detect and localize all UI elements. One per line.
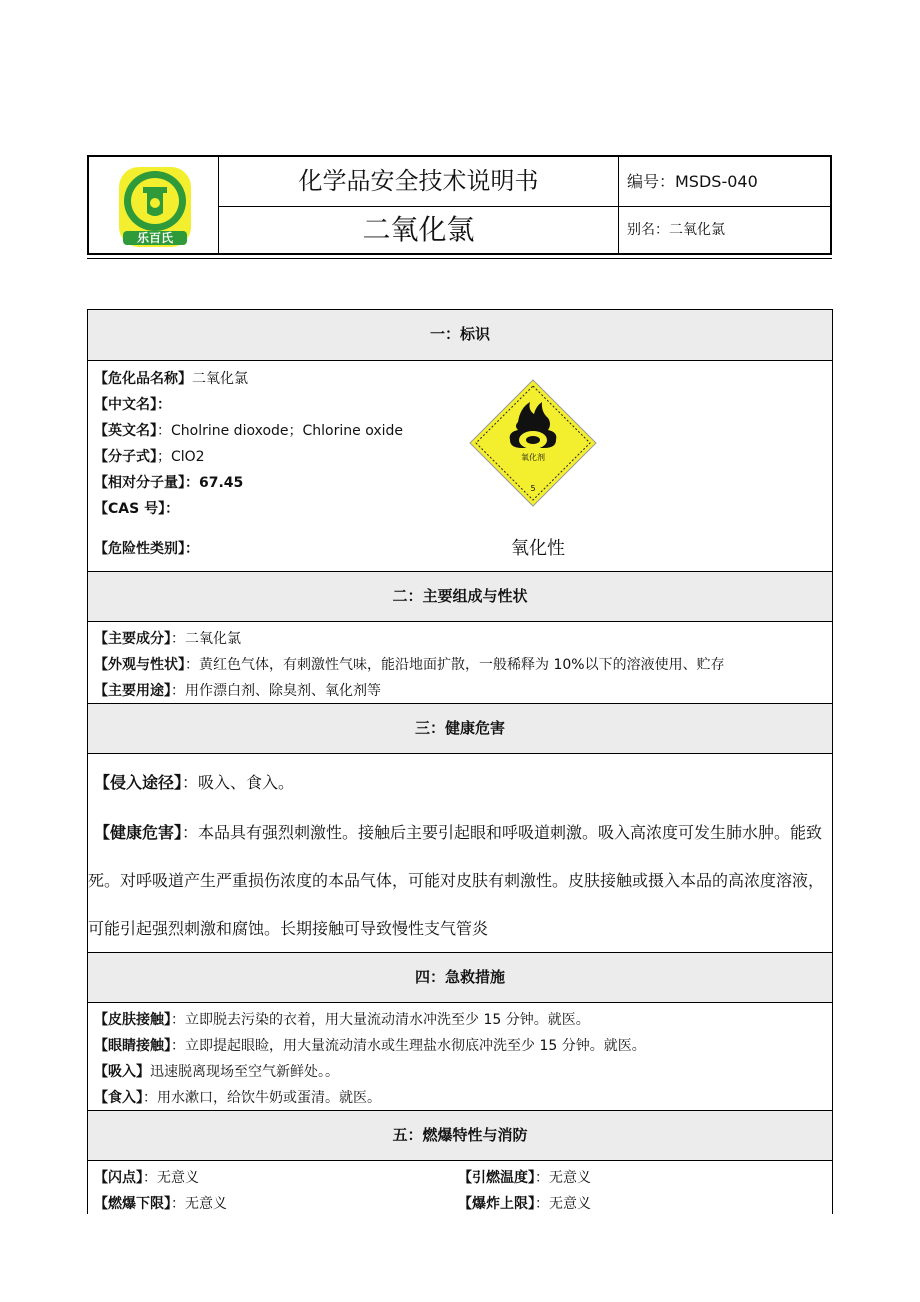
field-cas-number: 【CAS 号】： [94, 501, 180, 517]
msds-table [87, 309, 833, 1214]
header-divider [618, 157, 619, 253]
document-title: 化学品安全技术说明书 [298, 167, 539, 195]
document-code: 编号：MSDS-040 [627, 172, 758, 191]
hazard-sign-text: 氧化剂 [521, 453, 545, 462]
field-ignition-temperature: 【引燃温度】：无意义 [458, 1170, 591, 1186]
field-entry-route: 【侵入途径】：吸入、食入。 [94, 773, 295, 792]
chemical-alias: 别名：二氧化氯 [627, 222, 725, 238]
section-heading-first-aid: 四：急救措施 [88, 952, 832, 1003]
field-flash-point: 【闪点】：无意义 [94, 1170, 199, 1186]
field-english-name: 【英文名】：Cholrine dioxode；Chlorine oxide [94, 423, 404, 439]
field-hazard-class: 【危险性类别】： [94, 541, 199, 557]
brand-logo [117, 165, 193, 249]
field-chinese-name: 【中文名】： [94, 397, 171, 413]
logo-text: 乐百氏 [136, 231, 173, 245]
chemical-name-title: 二氧化氯 [362, 213, 475, 246]
field-ingestion: 【食入】：用水漱口，给饮牛奶或蛋清。就医。 [94, 1090, 381, 1106]
field-health-hazard: 【健康危害】：本品具有强烈刺激性。接触后主要引起眼和呼吸道刺激。吸入高浓度可发生肺水肿。能致 [94, 823, 823, 842]
field-skin-contact: 【皮肤接触】：立即脱去污染的衣着，用大量流动清水冲洗至少 15 分钟。就医。 [94, 1012, 590, 1028]
health-hazard-text-line-2: 死。对呼吸道产生严重损伤浓度的本品气体，可能对皮肤有刺激性。皮肤接触或摄入本品的高浓度溶液， [88, 871, 825, 890]
field-main-component: 【主要成分】：二氧化氯 [94, 631, 241, 647]
field-inhalation: 【吸入】迅速脱离现场至空气新鲜处。。 [94, 1064, 339, 1080]
section-heading-identification: 一：标识 [88, 310, 832, 361]
field-appearance: 【外观与性状】：黄红色气体，有刺激性气味，能沿地面扩散，一般稀释为 10%以下的溶液使用、贮存 [94, 657, 725, 673]
section-heading-fire-explosion: 五：燃爆特性与消防 [88, 1110, 832, 1161]
section-heading-composition: 二：主要组成与性状 [88, 571, 832, 622]
field-eye-contact: 【眼睛接触】：立即提起眼睑，用大量流动清水或生理盐水彻底冲洗至少 15 分钟。就医。 [94, 1038, 646, 1054]
field-hazardous-name: 【危化品名称】二氧化氯 [94, 371, 248, 387]
field-lower-explosive-limit: 【燃爆下限】：无意义 [94, 1196, 227, 1212]
field-molecular-weight: 【相对分子量】：67.45 [94, 475, 244, 491]
field-formula: 【分子式】；ClO2 [94, 449, 205, 465]
section-heading-health-hazards: 三：健康危害 [88, 703, 832, 754]
header-underline [87, 258, 832, 259]
hazard-class-label: 氧化性 [511, 538, 565, 559]
hazard-sign-number: 5 [530, 484, 536, 493]
field-upper-explosive-limit: 【爆炸上限】：无意义 [458, 1196, 591, 1212]
field-main-use: 【主要用途】：用作漂白剂、除臭剂、氧化剂等 [94, 683, 381, 699]
health-hazard-text-line-3: 可能引起强烈刺激和腐蚀。长期接触可导致慢性支气管炎 [88, 919, 489, 938]
document-header [87, 155, 832, 255]
oxidizer-hazard-sign [468, 378, 598, 508]
